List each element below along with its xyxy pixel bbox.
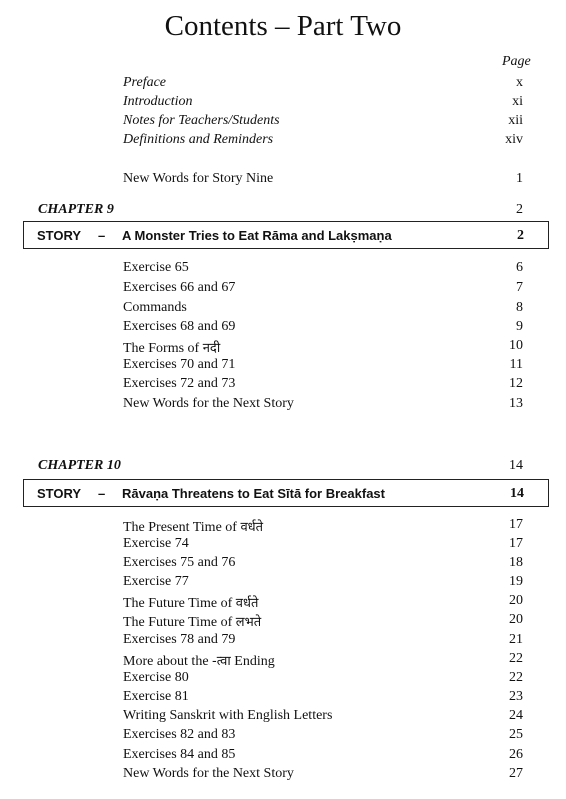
toc-entry-label: Exercises 66 and 67: [123, 280, 236, 295]
toc-entry[interactable]: [123, 376, 523, 395]
toc-entry-label-wrap: [123, 593, 258, 612]
toc-entry-label: Preface: [123, 75, 167, 90]
toc-entry-label: Exercises 70 and 71: [123, 357, 236, 372]
toc-entry-page: 24: [509, 708, 523, 723]
toc-entry[interactable]: [123, 651, 523, 670]
chapter-9-heading[interactable]: [38, 202, 523, 221]
toc-entry-page: 22: [509, 651, 523, 666]
toc-entry-page: xi: [512, 94, 523, 109]
devanagari-word: वर्धते: [240, 520, 264, 535]
toc-entry-label: Exercise 81: [123, 689, 189, 704]
toc-entry-label: Exercises 72 and 73: [123, 376, 236, 391]
toc-entry-label: Exercise 80: [123, 670, 189, 685]
toc-entry-label: Notes for Teachers/Students: [123, 113, 280, 128]
toc-entry-label: Writing Sanskrit with English Letters: [123, 708, 333, 723]
chapter-page: 2: [516, 202, 523, 217]
toc-entry[interactable]: [123, 708, 523, 727]
toc-entry-label: The Future Time of: [123, 615, 233, 630]
toc-entry[interactable]: [123, 593, 523, 612]
story-page: 14: [510, 486, 524, 501]
toc-entry-introduction[interactable]: [123, 94, 523, 113]
page-title: Contents – Part Two: [164, 10, 402, 42]
page-column-header: Page: [502, 54, 531, 69]
chapter-label: CHAPTER 10: [38, 458, 121, 473]
story-label: STORY: [37, 228, 82, 243]
toc-entry-page: xiv: [505, 132, 523, 147]
toc-entry[interactable]: [123, 574, 523, 593]
toc-entry-page: 12: [509, 376, 523, 391]
toc-entry[interactable]: [123, 396, 523, 415]
toc-entry-label: Exercises 84 and 85: [123, 747, 236, 762]
toc-entry[interactable]: [123, 260, 523, 279]
toc-entry[interactable]: [123, 357, 523, 376]
toc-entry[interactable]: [123, 536, 523, 555]
devanagari-word: नदी: [202, 341, 221, 356]
toc-entry-page: 27: [509, 766, 523, 781]
chapter-label: CHAPTER 9: [38, 202, 114, 217]
toc-entry-page: 21: [509, 632, 523, 647]
devanagari-word: वर्धते: [235, 596, 259, 611]
toc-entry-label-suffix: Ending: [234, 654, 275, 669]
toc-entry-page: 1: [516, 171, 523, 186]
toc-entry[interactable]: [123, 555, 523, 574]
toc-entry-label-wrap: [123, 338, 220, 357]
toc-entry-label: Exercises 68 and 69: [123, 319, 236, 334]
story-title: Rāvaṇa Threatens to Eat Sītā for Breakfast: [122, 486, 385, 501]
toc-entry[interactable]: [123, 727, 523, 746]
toc-entry[interactable]: [123, 612, 523, 631]
chapter-page: 14: [509, 458, 523, 473]
toc-entry-label: Exercises 75 and 76: [123, 555, 236, 570]
toc-entry-label-wrap: [123, 651, 275, 670]
toc-entry-page: 8: [516, 300, 523, 315]
toc-entry-label: Introduction: [123, 94, 193, 109]
toc-entry-label: Exercise 77: [123, 574, 189, 589]
story-dash: –: [98, 486, 106, 501]
toc-entry-page: 19: [509, 574, 523, 589]
toc-entry-label: New Words for the Next Story: [123, 766, 294, 781]
toc-entry-definitions[interactable]: [123, 132, 523, 151]
story-title: A Monster Tries to Eat Rāma and Lakṣmaṇa: [122, 228, 392, 243]
toc-entry-page: 13: [509, 396, 523, 411]
toc-entry[interactable]: [123, 280, 523, 299]
devanagari-word: लभते: [235, 615, 262, 630]
toc-entry-page: 18: [509, 555, 523, 570]
toc-entry-page: 23: [509, 689, 523, 704]
toc-entry[interactable]: [123, 747, 523, 766]
toc-entry-label: More about the: [123, 654, 209, 669]
toc-entry[interactable]: [123, 689, 523, 708]
story-dash: –: [98, 228, 106, 243]
toc-entry-page: 6: [516, 260, 523, 275]
toc-entry-page: x: [516, 75, 523, 90]
chapter-10-heading[interactable]: [38, 458, 523, 477]
toc-entry-page: 20: [509, 612, 523, 627]
toc-entry-label: Exercise 74: [123, 536, 189, 551]
toc-entry-label: The Present Time of: [123, 520, 237, 535]
toc-entry-label: Exercises 82 and 83: [123, 727, 236, 742]
toc-entry-label: New Words for Story Nine: [123, 171, 274, 186]
toc-entry[interactable]: [123, 517, 523, 536]
devanagari-word: -त्वा: [212, 654, 231, 669]
toc-entry-label: The Future Time of: [123, 596, 233, 611]
story-label: STORY: [37, 486, 82, 501]
toc-entry-page: 22: [509, 670, 523, 685]
toc-entry-page: 17: [509, 536, 523, 551]
toc-entry[interactable]: [123, 670, 523, 689]
toc-entry-page: 20: [509, 593, 523, 608]
toc-entry-new-words-nine[interactable]: [123, 171, 523, 190]
toc-entry-preface[interactable]: [123, 75, 523, 94]
toc-entry[interactable]: [123, 300, 523, 319]
story-page: 2: [517, 228, 524, 243]
toc-entry-notes[interactable]: [123, 113, 523, 132]
toc-entry-label: Commands: [123, 300, 187, 315]
toc-entry-page: 26: [509, 747, 523, 762]
toc-entry-page: 9: [516, 319, 523, 334]
toc-entry-label: Definitions and Reminders: [123, 132, 274, 147]
toc-entry-label: New Words for the Next Story: [123, 396, 294, 411]
toc-entry-page: 17: [509, 517, 523, 532]
toc-entry[interactable]: [123, 766, 523, 785]
toc-entry-label: Exercises 78 and 79: [123, 632, 236, 647]
toc-entry-label: Exercise 65: [123, 260, 189, 275]
story-box-chapter-10[interactable]: [23, 479, 549, 507]
toc-entry[interactable]: [123, 319, 523, 338]
toc-entry-label-wrap: [123, 517, 263, 536]
toc-entry-page: xii: [508, 113, 523, 128]
toc-entry-label-wrap: [123, 612, 261, 631]
toc-entry[interactable]: [123, 338, 523, 357]
toc-entry-page: 11: [509, 357, 523, 372]
toc-entry-page: 7: [516, 280, 523, 295]
story-box-chapter-9[interactable]: [23, 221, 549, 249]
toc-entry[interactable]: [123, 632, 523, 651]
toc-entry-label: The Forms of: [123, 341, 200, 356]
toc-entry-page: 10: [509, 338, 523, 353]
toc-entry-page: 25: [509, 727, 523, 742]
